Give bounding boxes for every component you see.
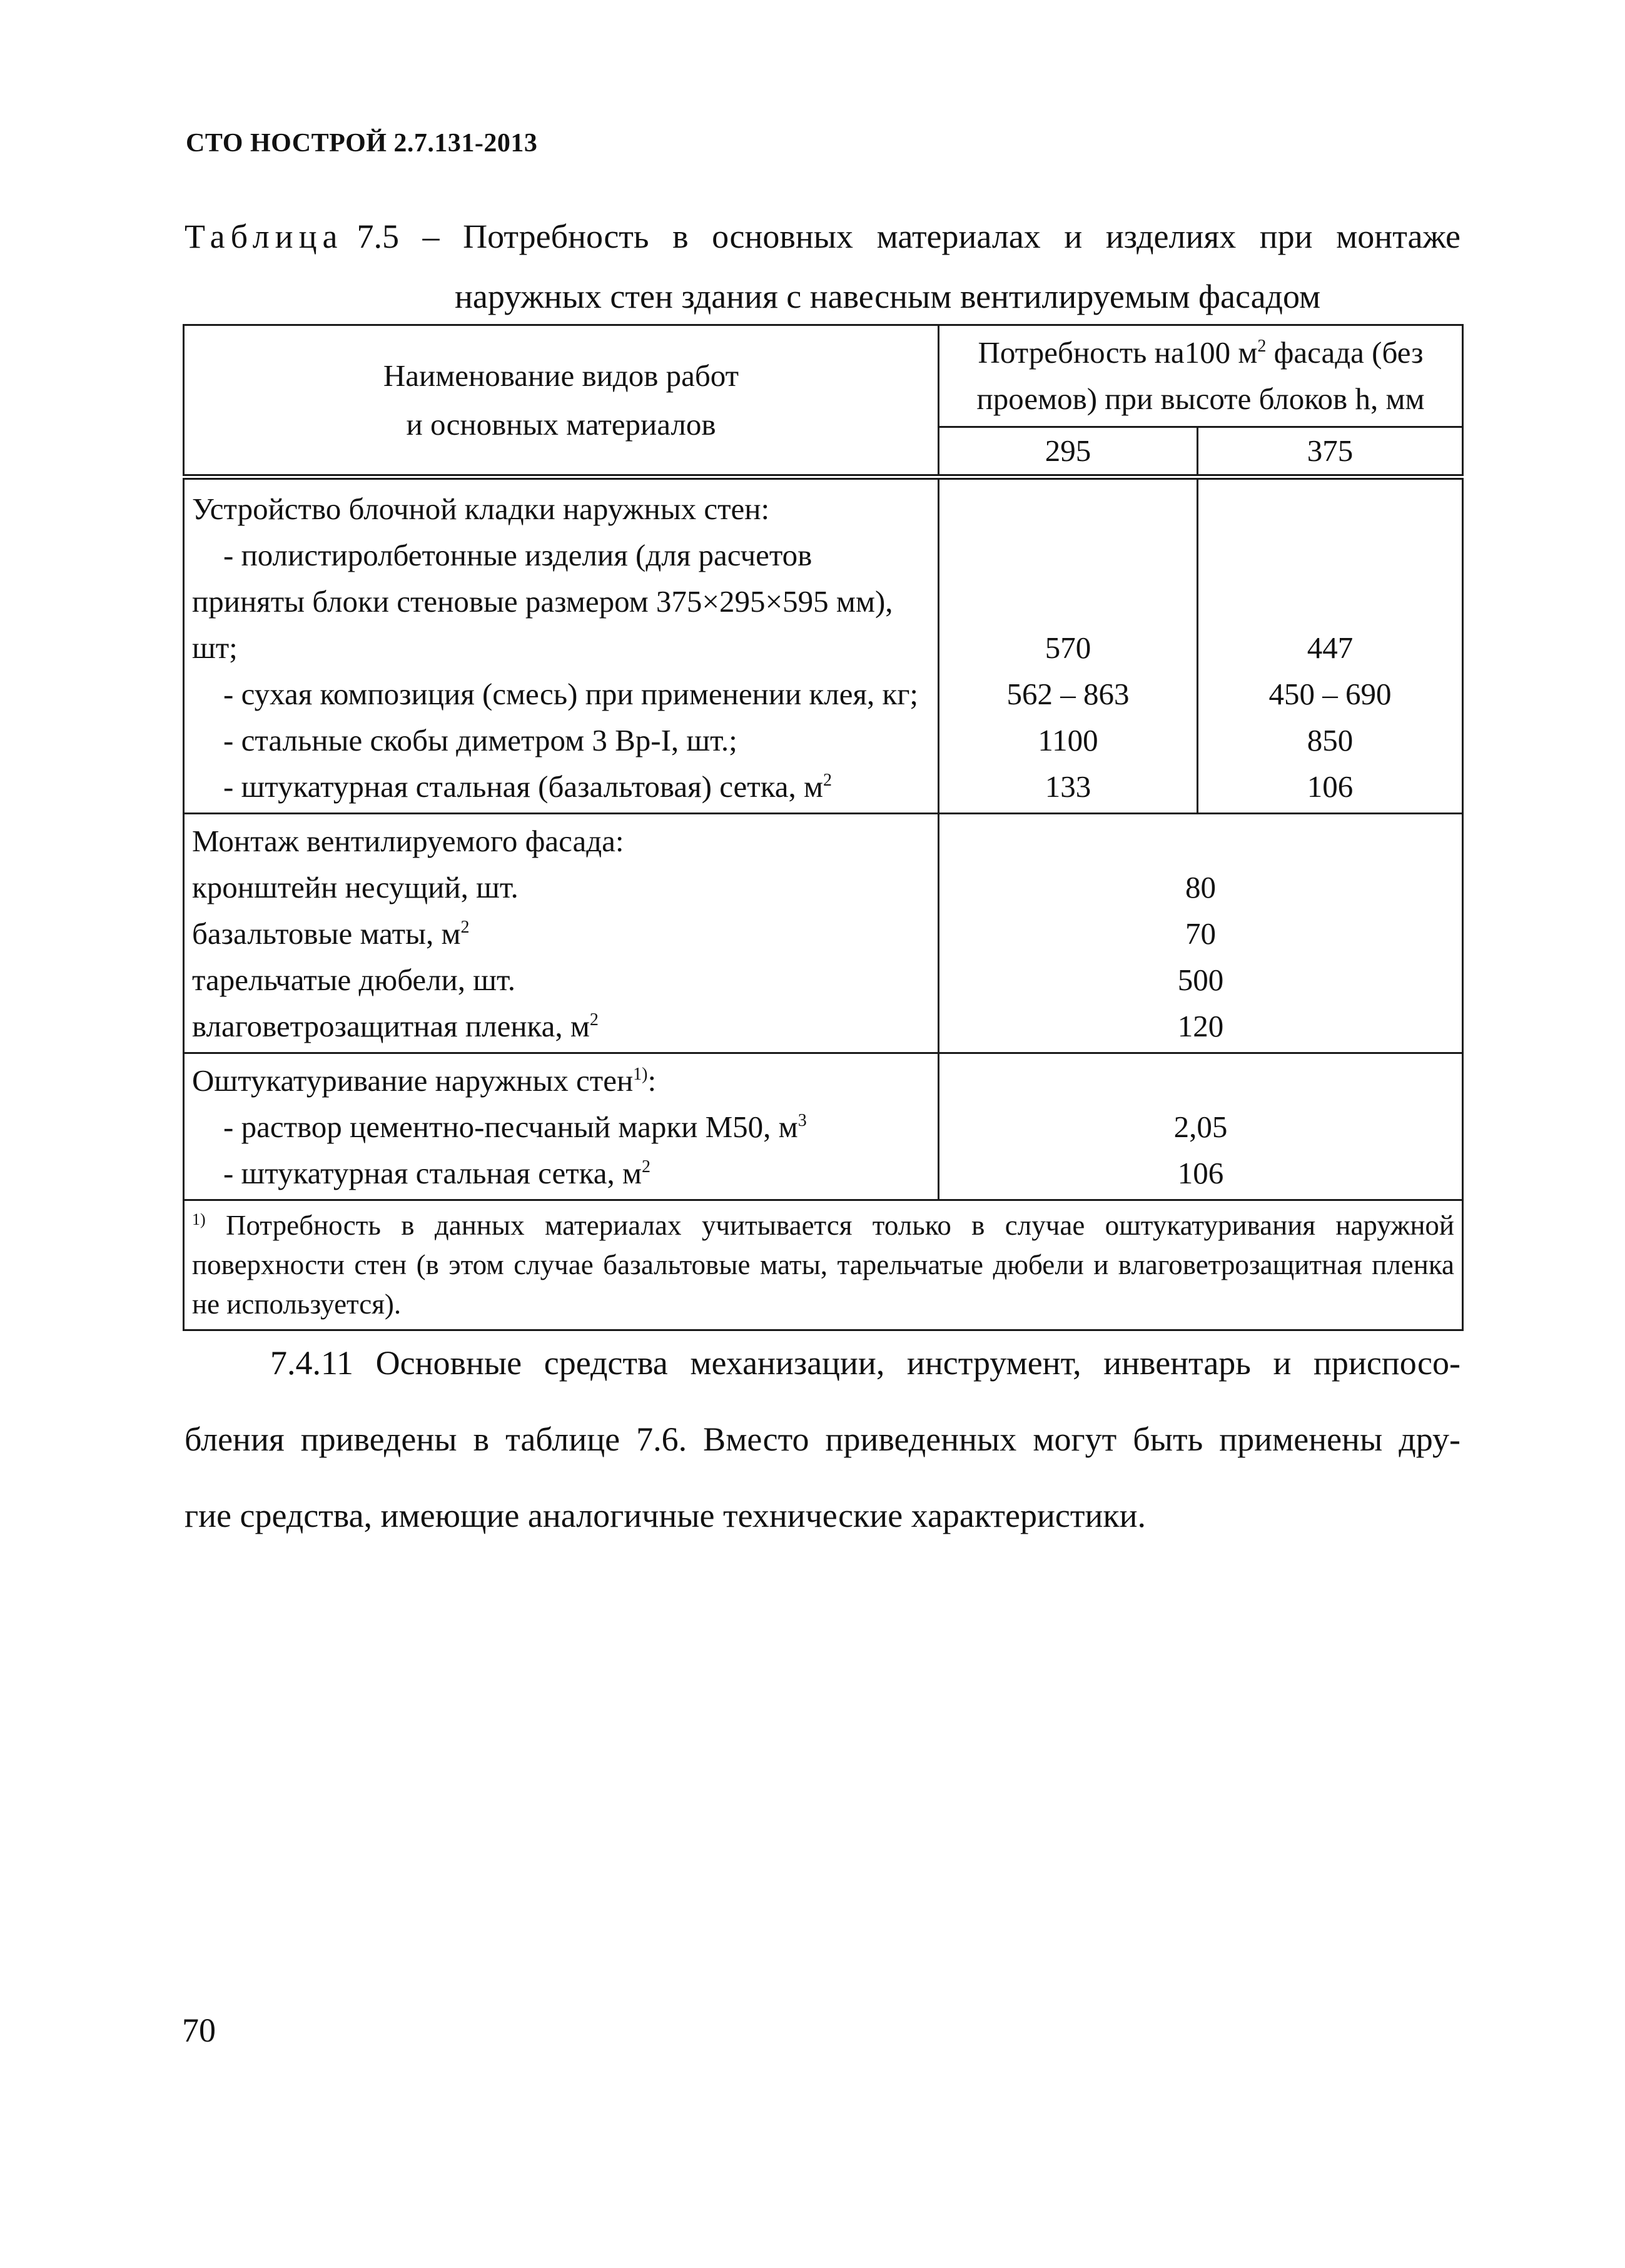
document-code-header: СТО НОСТРОЙ 2.7.131-2013 [186,129,538,158]
table-row-footnote [184,1200,1463,1330]
materials-table [183,324,1464,1331]
paragraph-7-4-11: 7.4.11 Основные средства механизации, инструмент, инвентарь и приспосо- бления приведены в таблице 7.6. Вместо приведенных могут быть применены дру- гие средства, имеющие аналогичные технические характеристики. [185,1344,1460,1534]
header-col-295: 295 [939,427,1198,477]
section-1-values-295: 570 562 – 863 1100 133 [939,477,1198,814]
caption-line-2: наружных стен здания с навесным вентилируемым фасадом [455,278,1321,315]
table-caption [185,206,1460,327]
header-col-375: 375 [1198,427,1463,477]
section-3-names: Оштукатуривание наружных стен$^{1)}$: - раствор цементно-песчаный марки М50, $м^3$ - штукатурная стальная сетка, $м^2$ [184,1053,939,1200]
table-footnote: $^{1)}$ Потребность в данных материалах учитывается только в случае оштукатуривания наружной поверхности стен (в этом случае базальтовые маты, тарельчатые дюбели и влаговетрозащитная пленка не используется). [184,1200,1463,1330]
section-3-values: 2,05 106 [939,1053,1463,1200]
header-demand: Потребность на100 $м^2$ фасада (без проемов) при высоте блоков h, мм [939,325,1463,427]
section-2-values: 80 70 500 120 [939,814,1463,1053]
section-1-values-375: 447 450 – 690 850 106 [1198,477,1463,814]
caption-title-part1: 7.5 – Потребность в основных материалах и изделиях при монтаже [357,218,1460,255]
page-number: 70 [182,2012,216,2049]
caption-label: Таблица [185,218,343,255]
table-row-section-2 [184,814,1463,1053]
caption-line-1 [185,206,1460,266]
table-row-section-1 [184,477,1463,814]
table-row-section-3 [184,1053,1463,1200]
section-2-names: Монтаж вентилируемого фасада: кронштейн несущий, шт. базальтовые маты, $м^2$ тарельчатые дюбели, шт. влаговетрозащитная пленка, $м^2$ [184,814,939,1053]
header-work-name: Наименование видов работ и основных материалов [184,325,939,477]
section-1-names: Устройство блочной кладки наружных стен: - полистиролбетонные изделия (для расчетов приняты блоки стеновые размером 375×295×595 мм), шт; - сухая композиция (смесь) при применении клея, кг; - стальные скобы диметром 3 Вр-I, шт.; - штукатурная стальная (базальтовая) сетка, $м^2$ [184,477,939,814]
